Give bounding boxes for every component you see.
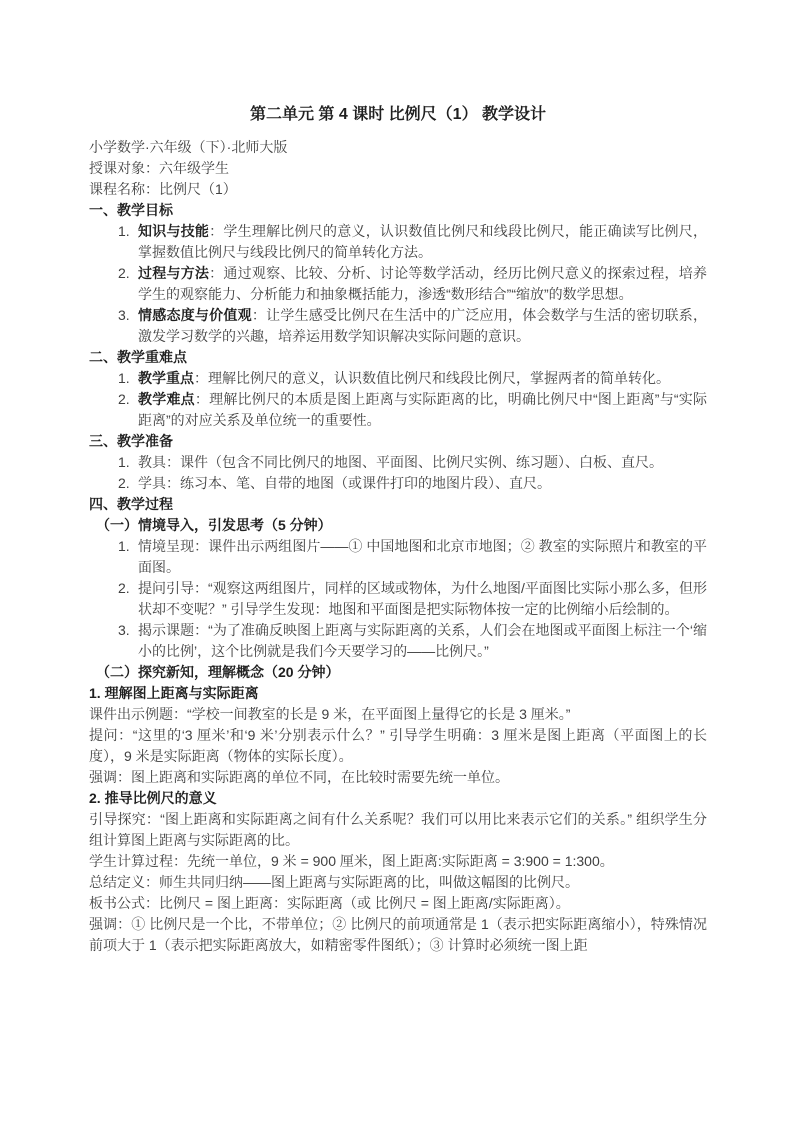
list-item-label: 教学难点 (138, 391, 195, 407)
list-item-process-method (89, 263, 707, 305)
section-heading-process: 四、教学过程 (89, 496, 173, 512)
paragraph-question: 提问：“这里的‘3 厘米’和‘9 米’分别表示什么？” 引导学生明确：3 厘米是图上距离（平面图上的长度），9 米是实际距离（物体的实际长度）。 (89, 727, 707, 764)
meta-edition: 小学数学·六年级（下）·北师大版 (89, 139, 288, 155)
list-item-number: 1. (118, 538, 130, 554)
list-item-number: 2. (118, 265, 130, 281)
block-heading-distance-concept: 1. 理解图上距离与实际距离 (89, 685, 259, 701)
list-item-number: 2. (118, 580, 130, 596)
list-item-knowledge-skills (89, 221, 707, 263)
list-item-number: 3. (118, 307, 130, 323)
list-item-scenario (89, 536, 707, 578)
paragraph-emphasis-units: 强调：图上距离和实际距离的单位不同，在比较时需要先统一单位。 (89, 769, 509, 785)
paragraph-formula: 板书公式：比例尺 = 图上距离：实际距离（或 比例尺 = 图上距离/实际距离）。 (89, 895, 570, 911)
list-item-number: 2. (118, 475, 130, 491)
list-item-number: 2. (118, 391, 130, 407)
list-item-label: 情感态度与价值观 (138, 307, 252, 323)
list-item-student-tools (89, 473, 707, 494)
list-item-text: 学具：练习本、笔、自带的地图（或课件打印的地图片段）、直尺。 (138, 475, 551, 491)
paragraph-guided-inquiry: 引导探究：“图上距离和实际距离之间有什么关系呢？我们可以用比来表示它们的关系。” 组织学生分组计算图上距离与实际距离的比。 (89, 811, 707, 848)
section-heading-objectives: 一、教学目标 (89, 202, 173, 218)
list-item-teaching-difficulty (89, 389, 707, 431)
page-title: 第二单元 第 4 课时 比例尺（1） 教学设计 (249, 106, 547, 123)
list-item-label: 知识与技能 (138, 223, 210, 239)
list-item-text: ：让学生感受比例尺在生活中的广泛应用，体会数学与生活的密切联系，激发学习数学的兴趣，培养运用数学知识解决实际问题的意识。 (138, 307, 708, 344)
list-item-text: 教具：课件（包含不同比例尺的地图、平面图、比例尺实例、练习题）、白板、直尺。 (138, 454, 663, 470)
subsection-heading-explore: （二）探究新知，理解概念（20 分钟） (96, 664, 340, 680)
meta-course-name: 课程名称：比例尺（1） (89, 181, 237, 197)
list-item-label: 过程与方法 (138, 265, 210, 281)
list-item-label: 教学重点 (138, 370, 194, 386)
list-item-questioning (89, 578, 707, 620)
list-item-reveal-topic (89, 620, 707, 662)
paragraph-definition: 总结定义：师生共同归纳——图上距离与实际距离的比，叫做这幅图的比例尺。 (89, 874, 579, 890)
subsection-heading-intro: （一）情境导入，引发思考（5 分钟） (96, 517, 332, 533)
paragraph-emphasis-points: 强调：① 比例尺是一个比，不带单位；② 比例尺的前项通常是 1（表示把实际距离缩小），特殊情况前项大于 1（表示把实际距离放大，如精密零件图纸）；③ 计算时必须统一图上距 (89, 916, 707, 953)
section-heading-preparation: 三、教学准备 (89, 433, 173, 449)
list-item-number: 1. (118, 370, 130, 386)
paragraph-calculation: 学生计算过程：先统一单位，9 米 = 900 厘米，图上距离:实际距离 = 3:900 = 1:300。 (89, 853, 614, 869)
list-item-text: ：理解比例尺的本质是图上距离与实际距离的比，明确比例尺中“图上距离”与“实际距离”的对应关系及单位统一的重要性。 (138, 391, 708, 428)
block-heading-scale-meaning: 2. 推导比例尺的意义 (89, 790, 217, 806)
list-item-number: 3. (118, 622, 130, 638)
list-item-teaching-focus (89, 368, 707, 389)
list-item-attitude-values (89, 305, 707, 347)
list-item-text: ：理解比例尺的意义，认识数值比例尺和线段比例尺，掌握两者的简单转化。 (194, 370, 670, 386)
list-item-text: 揭示课题：“为了准确反映图上距离与实际距离的关系，人们会在地图或平面图上标注一个‘缩小的比例’，这个比例就是我们今天要学习的——比例尺。” (138, 622, 707, 659)
meta-audience: 授课对象：六年级学生 (89, 160, 229, 176)
list-item-teaching-aids (89, 452, 707, 473)
list-item-number: 1. (118, 223, 130, 239)
list-item-text: ：学生理解比例尺的意义，认识数值比例尺和线段比例尺，能正确读写比例尺，掌握数值比例尺与线段比例尺的简单转化方法。 (138, 223, 708, 260)
section-heading-key-points: 二、教学重难点 (89, 349, 187, 365)
list-item-text: 提问引导：“观察这两组图片，同样的区域或物体，为什么地图/平面图比实际小那么多，但形状却不变呢？” 引导学生发现：地图和平面图是把实际物体按一定的比例缩小后绘制的。 (138, 580, 707, 617)
list-item-number: 1. (118, 454, 130, 470)
list-item-text: 情境呈现：课件出示两组图片——① 中国地图和北京市地图；② 教室的实际照片和教室的平面图。 (138, 538, 707, 575)
list-item-text: ：通过观察、比较、分析、讨论等数学活动，经历比例尺意义的探索过程，培养学生的观察能力、分析能力和抽象概括能力，渗透“数形结合”“缩放”的数学思想。 (138, 265, 708, 302)
paragraph-example: 课件出示例题：“学校一间教室的长是 9 米，在平面图上量得它的长是 3 厘米。” (89, 706, 571, 722)
